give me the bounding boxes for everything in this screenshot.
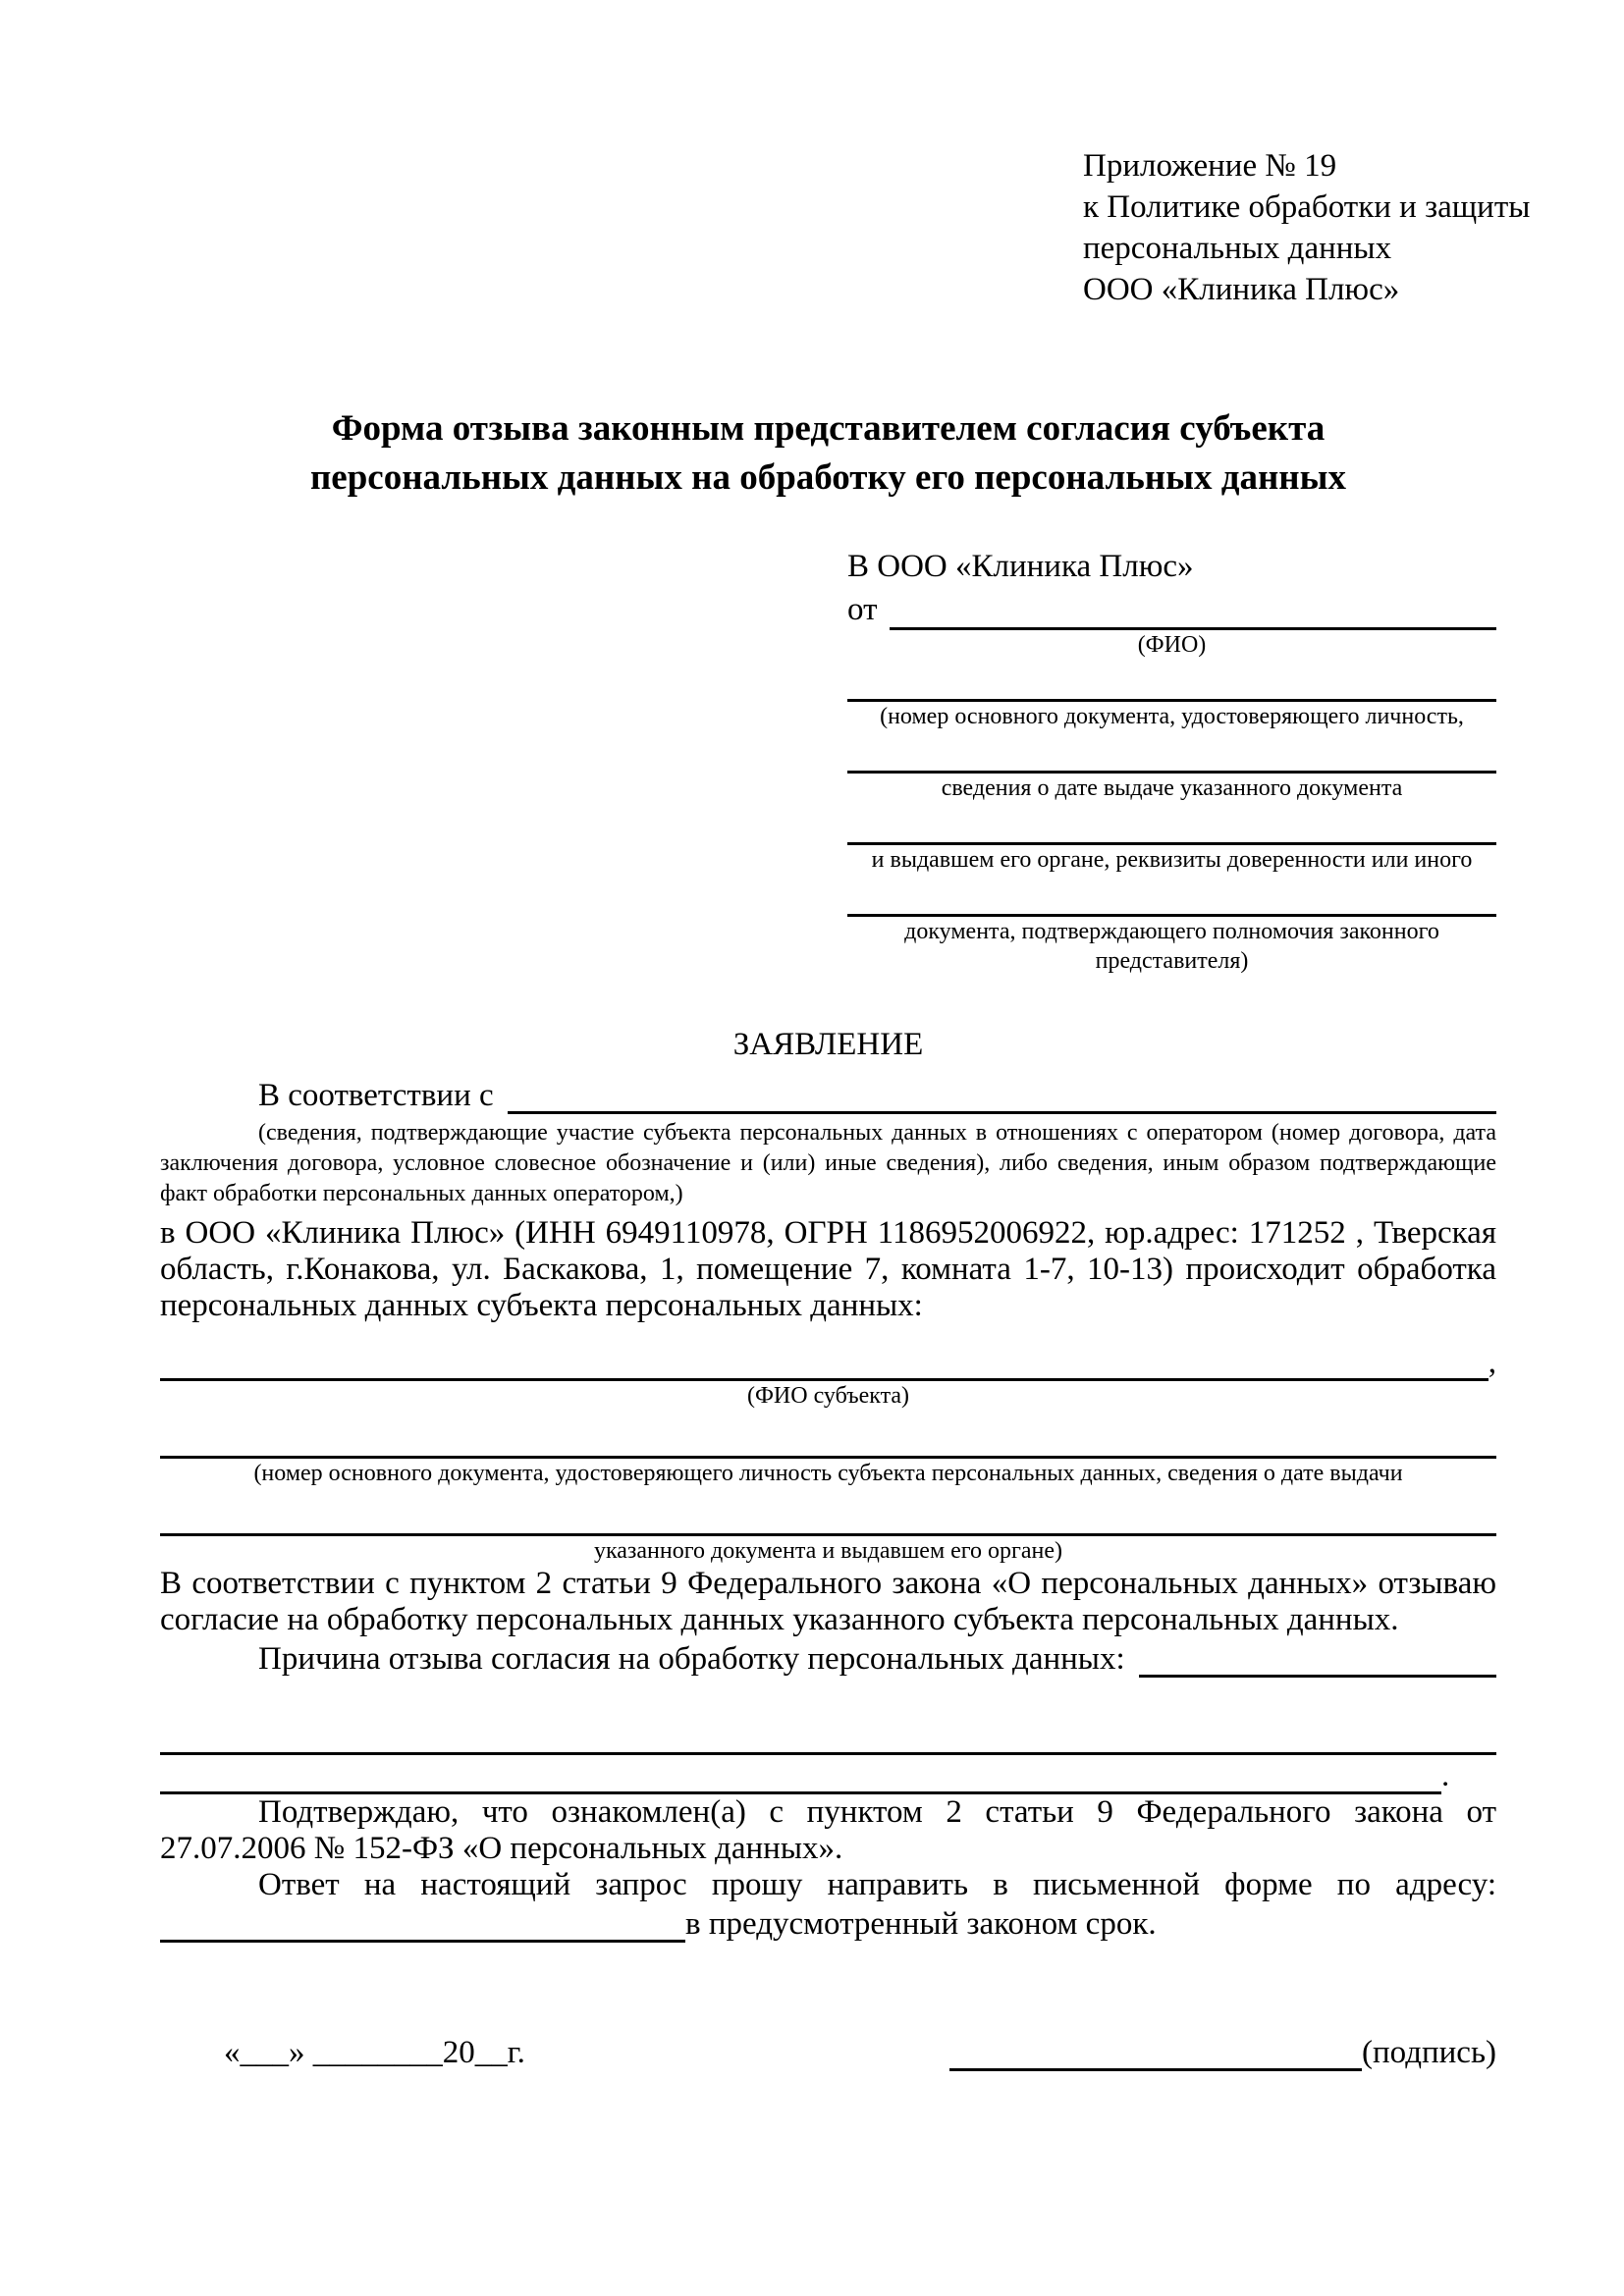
trailing-comma: , (1488, 1345, 1496, 1380)
doc-issue-date-line (847, 731, 1496, 774)
reason-label: Причина отзыва согласия на обработку персональных данных: (258, 1641, 1125, 1677)
law-paragraph: В соответствии с пунктом 2 статьи 9 Федерального закона «О персональных данных» отзываю согласие на обработку персональных данных указанного субъекта персональных данных. (160, 1566, 1496, 1637)
basis-row (160, 1071, 1496, 1114)
subject-doc-caption2: указанного документа и выдавшем его органе) (593, 1538, 1063, 1564)
document-title-line1: Форма отзыва законным представителем согласия субъекта (331, 408, 1326, 449)
statement-heading: ЗАЯВЛЕНИЕ (732, 1027, 924, 1062)
reason-extra-row (160, 1755, 1496, 1794)
document-title (160, 404, 1496, 503)
reply-address-line (160, 1902, 685, 1943)
spacer (160, 1324, 1496, 1342)
doc-issuer-caption: и выдавшем его органе, реквизиты доверенности или иного (871, 847, 1473, 873)
doc-number-caption: (номер основного документа, удостоверяющего личность, (880, 704, 1464, 729)
addressee-organization: В ООО «Клиника Плюс» (847, 549, 1194, 584)
basis-line (508, 1074, 1496, 1114)
from-label: от (847, 592, 878, 627)
date-line: «___» ________20__г. (224, 2035, 525, 2070)
basis-label: В соответствии с (258, 1078, 494, 1113)
reply-paragraph: Ответ на настоящий запрос прошу направить в письменной форме по адресу: (258, 1867, 1496, 1902)
subject-doc-caption1: (номер основного документа, удостоверяющего личность субъекта персональных данных, сведения о дате выдачи (253, 1461, 1403, 1486)
signature-area (949, 2033, 1496, 2071)
appendix-number: Приложение № 19 (1083, 148, 1337, 184)
operator-paragraph: в ООО «Клиника Плюс» (ИНН 6949110978, ОГРН 1186952006922, юр.адрес: 171252 , Тверская область, г.Конакова, ул. Баскакова, 1, помещение 7, комната 1-7, 10-13) происходит обработка персональных данных субъекта персональных данных: (160, 1215, 1496, 1323)
doc-issue-date-caption: сведения о дате выдаче указанного документа (941, 775, 1403, 801)
confirm-paragraph: Подтверждаю, что ознакомлен(а) с пунктом 2 статьи 9 Федерального закона от 27.07.2006 № 152-ФЗ «О персональных данных». (160, 1794, 1496, 1866)
signature-line (949, 2033, 1362, 2071)
representative-fio-line (890, 590, 1497, 630)
reason-row (160, 1638, 1496, 1678)
reason-extra-line1 (160, 1717, 1496, 1755)
representative-doc-number-line (847, 660, 1496, 702)
doc-issuer-line (847, 803, 1496, 845)
authority-doc-line (847, 875, 1496, 917)
spacer (160, 1678, 1496, 1717)
subject-doc-line1 (160, 1411, 1496, 1459)
subject-fio-line (160, 1341, 1489, 1381)
trailing-period: . (1441, 1758, 1450, 1793)
document-title-line2: персональных данных на обработку его персональных данных (309, 457, 1346, 498)
reply-address-row (160, 1903, 1496, 1943)
addressee-block (847, 546, 1496, 976)
subject-fio-row (160, 1342, 1496, 1381)
subject-doc-line2 (160, 1488, 1496, 1536)
appendix-policy-line2: персональных данных (1083, 231, 1392, 266)
reason-extra-line2 (160, 1754, 1441, 1794)
subject-fio-caption: (ФИО субъекта) (746, 1383, 910, 1409)
appendix-organization: ООО «Клиника Плюс» (1083, 272, 1400, 307)
from-row (847, 587, 1496, 630)
authority-doc-caption: документа, подтверждающего полномочия законного представителя) (904, 919, 1439, 974)
signature-caption: (подпись) (1362, 2035, 1496, 2070)
reply-suffix: в предусмотренный законом срок. (685, 1906, 1157, 1942)
reason-line (1139, 1637, 1496, 1678)
signature-block (160, 2033, 1496, 2071)
appendix-header (1083, 145, 1531, 310)
basis-caption: (сведения, подтверждающие участие субъекта персональных данных в отношениях с оператором (номер договора, дата заключения договора, условное словесное обозначение и (или) иные сведения), либо сведения, иным образом подтверждающие факт обработки персональных данных оператором,) (160, 1120, 1496, 1206)
fio-caption: (ФИО) (1137, 632, 1207, 658)
appendix-policy-line: к Политике обработки и защиты (1083, 189, 1531, 225)
